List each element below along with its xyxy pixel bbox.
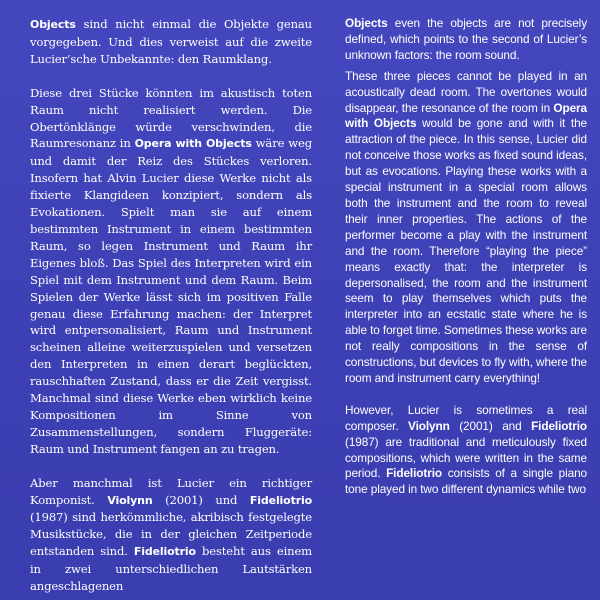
text-run: Diese drei Stücke könnten im akustisch toten Raum nicht realisiert werden. Die Obertönklänge würde verschwinden, die Raumresonanz in [30, 85, 312, 151]
text-run: (1987) are traditional and meticulously fixed compositions, which were written in the same period. [345, 434, 587, 481]
work-title: Opera with Objects [134, 137, 252, 151]
work-title: Fideliotrio [386, 466, 442, 481]
work-title: Objects [345, 16, 388, 30]
text-run: wäre weg und damit der Reiz des Stückes verloren. Insofern hat Alvin Lucier diese Werke nicht als fixierte Klangideen konzipiert, sondern als Evokationen. Spielt man sie auf einem bestimmten Instrument in einem bestimmten Raum, so legen Instrument und Raum ihr Eigenes bloß. Das Spiel des Interpreten wird ein Spiel mit dem Instrument und dem Raum. Beim Spielen der Werke lässt sich im positiven Falle genau diese Erfahrung machen: der Interpret wird entpersonalisiert, Raum und Instrument scheinen alleine weiterzuspielen und versetzen den Interpreten in einen derart beglückten, rauschhaften Zustand, dass er die Zeit vergisst. Manchmal sind diese Werke eben wirklich keine Kompositionen im Sinne von Zusammenstellungen, sondern Fluggeräte: Raum und Instrument fangen an zu tragen. [30, 136, 312, 456]
text-run: These three pieces cannot be played in an acoustically dead room. The overtones would disappear, the resonance of the room in [345, 68, 587, 115]
work-title: Fideliotrio [531, 418, 587, 433]
work-title: Opera with Objects [345, 100, 587, 131]
german-column [30, 16, 312, 595]
german-paragraph-3 [30, 475, 312, 595]
english-paragraph-1 [345, 16, 587, 64]
text-run: consists of a single piano tone played in two different dynamics while two [345, 466, 587, 497]
german-paragraph-2 [30, 85, 312, 458]
text-run: besteht aus einem in zwei unterschiedlichen Lautstärken angeschlagenen [30, 544, 312, 594]
text-run: would be gone and with it the attraction of the piece. In this sense, Lucier did not conceive those works as fixed sound ideas, but as evocations. Playing these works with a special instrument in a special room allows both the instrument and the room to reveal their inner properties. The actions of the performer become a play with the instrument and the room. Therefore “playing the piece” means exactly that: the interpreter is depersonalised, the room and the instrument seem to play themselves which puts the interpreter into an ecstatic state where he is able to forget time. Sometimes these works are not really compositions in the sense of constructions, but devices to fly with, where the room and instrument carry everything! [345, 116, 588, 385]
text-run: (2001) and [449, 418, 532, 433]
text-run: sind nicht einmal die Objekte genau vorgegeben. Und dies verweist auf die zweite Lucier’sche Unbekannte: den Raumklang. [30, 17, 312, 66]
text-run: Aber manchmal ist Lucier ein richtiger Komponist. [30, 475, 312, 507]
english-column [345, 16, 587, 498]
english-paragraph-2 [345, 69, 587, 387]
text-run: even the objects are not precisely defined, which points to the second of Lucier’s unknown factors: the room sound. [345, 16, 587, 62]
work-title: Violynn [107, 493, 153, 507]
work-title: Violynn [408, 418, 450, 433]
english-paragraph-3 [345, 403, 587, 498]
text-run: (2001) und [152, 492, 250, 507]
work-title: Fideliotrio [133, 545, 196, 559]
german-paragraph-1 [30, 16, 312, 68]
text-run: However, Lucier is sometimes a real composer. [345, 402, 587, 433]
text-run: (1987) sind herkömmliche, akribisch festgelegte Musikstücke, die in der gleichen Zeitperiode entstanden sind. [30, 510, 312, 559]
work-title: Fideliotrio [249, 493, 312, 507]
work-title: Objects [30, 18, 76, 31]
